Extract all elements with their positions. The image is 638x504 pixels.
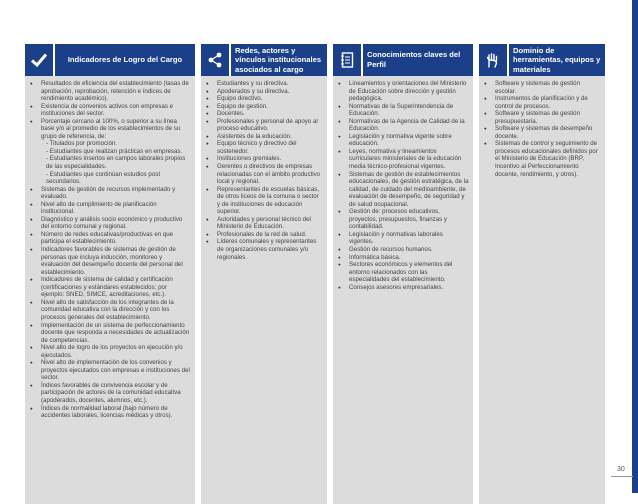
list-item: ● Docentes. (205, 110, 323, 118)
checkmark-icon (25, 44, 53, 76)
list-item: ● Software y sistemas de gestión escolar. (483, 80, 601, 95)
list-item: ● Gestión de recursos humanos. (337, 246, 469, 254)
share-icon (201, 44, 229, 76)
list-item: ● Número de redes educativas/productivas en que participa el establecimiento. (29, 231, 191, 246)
list-item: ● Profesionales y personal de apoyo al proceso educativo. (205, 118, 323, 133)
list-item: ● Legislación y normativas laborales vigentes. (337, 231, 469, 246)
list-item: ● Sistemas de gestión de establecimientos educacionales, de gestión estratégica, de la calidad, de cuidado del medioambiente, de evaluación de desempeño, de seguridad y de salud ocupacional. (337, 171, 469, 209)
list-item: ● Indicadores de sistema de calidad y certificación (certificaciones y estándares establecidos; por ejemplo: SNED, SIMCE, acreditaciones, etc.). (29, 276, 191, 299)
sub-list-item: - Titulados por promoción. (46, 140, 117, 148)
list-item: ● Normativas de la Superintendencia de Educación. (337, 103, 469, 118)
item-list (337, 80, 469, 291)
column-header (333, 44, 473, 76)
sub-list-item: - Estudiantes que continúan estudios post secundarios. (46, 170, 161, 186)
list-item: ● Sectores económicos y elementos del entorno relacionados con las especialidades del establecimiento. (337, 261, 469, 284)
column-header (201, 44, 327, 76)
list-item: ● Representantes de escuelas básicas, de otros liceos de la comuna o sector y de instituciones de educación superior. (205, 186, 323, 216)
notebook-icon (333, 44, 361, 76)
list-item: ● Gestión de: procesos educativos, proyectos, presupuestos, finanzas y contabilidad. (337, 208, 469, 231)
list-item: ● Software y sistemas de desempeño docente. (483, 125, 601, 140)
list-item: ● Nivel alto de logro de los proyectos en ejecución y/o ejecutados. (29, 344, 191, 359)
list-item: ● Diagnóstico y análisis socio económico y productivo del entorno comunal y regional. (29, 216, 191, 231)
list-item: ● Consejos asesores empresariales. (337, 284, 469, 292)
column-body (201, 76, 327, 504)
column-title: Dominio de herramientas, equipos y materiales (509, 44, 605, 76)
sub-list-item: - Estudiantes insertos en campos laborales propios de las especialidades. (46, 155, 186, 171)
column-body (479, 76, 605, 504)
list-item: ● Nivel alto de cumplimiento de planificación institucional. (29, 201, 191, 216)
list-item: ● Leyes, normativa y lineamientos curriculares ministeriales de la educación media técnico-profesional vigentes. (337, 148, 469, 171)
column-title: Redes, actores y vínculos institucionales asociados al cargo (231, 44, 327, 76)
list-item: ● Índices de normalidad laboral (bajo número de accidentes laborales, licencias médicas y otros). (29, 405, 191, 420)
list-item: ● Índices favorables de convivencia escolar y de participación de actores de la comunidad educativa (apoderados, docentes, alumnos, etc.). (29, 382, 191, 405)
list-item: ● Profesionales de la red de salud. (205, 231, 323, 239)
list-item: ● Software y sistemas de gestión presupuestaria. (483, 110, 601, 125)
page-side-bar (632, 0, 638, 493)
list-item: ● Informática básica. (337, 254, 469, 262)
list-item: ● Asistentes de la educación. (205, 133, 323, 141)
column-body (25, 76, 195, 504)
list-item: ● Apoderados y su directiva. (205, 88, 323, 96)
list-item: ● Estudiantes y su directiva. (205, 80, 323, 88)
list-item: ● Autoridades y personal técnico del Ministerio de Educación. (205, 216, 323, 231)
column-header (25, 44, 195, 76)
list-item: ● Existencia de convenios activos con empresas e instituciones del sector. (29, 103, 191, 118)
page-number: 30 (617, 466, 625, 473)
list-item: ● Legislación y normativa vigente sobre educación. (337, 133, 469, 148)
list-item: ● Equipo directivo. (205, 95, 323, 103)
list-item: ● Equipo de gestión. (205, 103, 323, 111)
column-title: Indicadores de Logro del Cargo (55, 44, 195, 76)
column-body (333, 76, 473, 504)
list-item: ● Nivel alto de implementación de los convenios y proyectos ejecutados con empresas e instituciones del sector. (29, 359, 191, 382)
item-list (205, 80, 323, 261)
hand-icon (479, 44, 507, 76)
list-item: ● Sistemas de control y seguimiento de procesos educacionales definidos por el Ministerio de Educación (BRP, Incentivo al Perfeccionamiento docente, rendimiento, y otros). (483, 140, 601, 178)
list-item: ● Nivel alto de satisfacción de los integrantes de la comunidad educativa con la dirección y con los procesos generales del establecimiento. (29, 299, 191, 322)
column-header (479, 44, 605, 76)
list-item: ● Gerentes o directivos de empresas relacionadas con el ámbito productivo local y regional. (205, 163, 323, 186)
item-list (29, 80, 191, 420)
list-item: ● Porcentaje cercano al 100%, o superior a su línea base y/o al promedio de los establecimientos de su grupo de referencia, de: (29, 118, 191, 141)
list-item: ● Normativas de la Agencia de Calidad de la Educación. (337, 118, 469, 133)
sub-list-item: - Estudiantes que realizan prácticas en empresas. (46, 147, 183, 155)
list-item: ● Sistemas de gestión de recursos implementado y evaluado. (29, 186, 191, 201)
page-number-rule (611, 476, 633, 477)
list-item: ● Lineamientos y orientaciones del Ministerio de Educación sobre dirección y gestión pedagógica. (337, 80, 469, 103)
list-item: ● Equipo técnico y directivo del sostenedor. (205, 140, 323, 155)
list-item: ● Indicadores favorables de sistemas de gestión de personas que incluya inducción, monitoreo y evaluación del desempeño docente del personal del establecimiento. (29, 246, 191, 276)
item-list (483, 80, 601, 178)
list-item: ● Implementación de un sistema de perfeccionamiento docente que responda a necesidades de actualización de competencias. (29, 322, 191, 345)
column-title: Conocimientos claves del Perfil (363, 44, 473, 76)
list-item: ● Instrumentos de planificación y de control de procesos. (483, 95, 601, 110)
list-item: ● Líderes comunales y representantes de organizaciones comunales y/o regionales. (205, 238, 323, 261)
list-item: ● Instituciones gremiales. (205, 155, 323, 163)
list-item: ● Resultados de eficiencia del establecimiento (tasas de aprobación, reprobación, retención e índices de rendimiento académico). (29, 80, 191, 103)
